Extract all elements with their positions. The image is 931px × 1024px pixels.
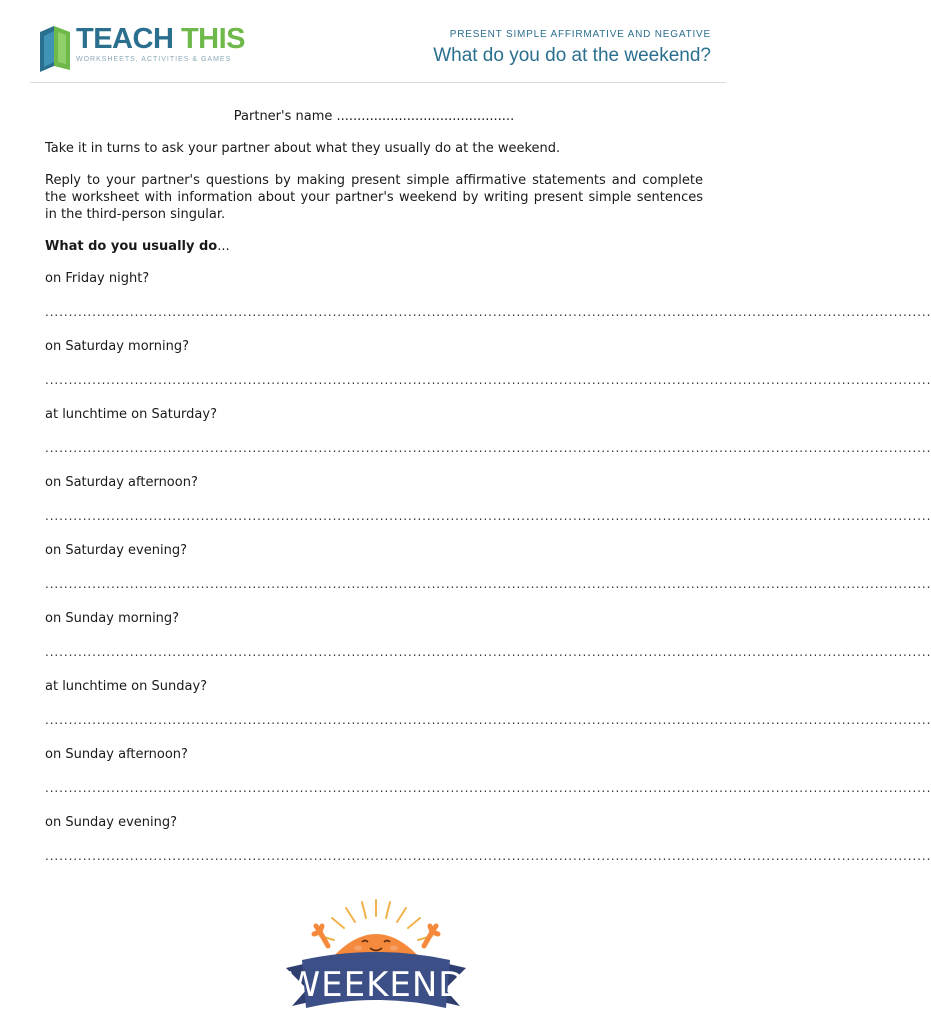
answer-line[interactable]: ............................................................................................................................................................................................: [45, 305, 931, 319]
question-text: on Saturday afternoon?: [45, 475, 198, 490]
worksheet-subtitle: PRESENT SIMPLE AFFIRMATIVE AND NEGATIVE: [449, 29, 711, 40]
answer-line[interactable]: ............................................................................................................................................................................................: [45, 713, 931, 727]
question-text: on Sunday evening?: [45, 815, 178, 830]
answer-line[interactable]: ............................................................................................................................................................................................: [45, 849, 931, 863]
question-text: at lunchtime on Saturday?: [45, 407, 217, 422]
answer-line[interactable]: ............................................................................................................................................................................................: [45, 509, 931, 523]
question-item: [45, 338, 931, 389]
answer-line[interactable]: ............................................................................................................................................................................................: [45, 577, 931, 591]
question-text: on Friday night?: [45, 271, 150, 286]
page-header: [0, 0, 768, 84]
question-item: [45, 746, 931, 797]
question-text: on Sunday morning?: [45, 611, 180, 626]
worksheet-title: What do you do at the weekend?: [433, 45, 711, 66]
question-item: [45, 270, 931, 321]
logo-tagline: WORKSHEETS, ACTIVITIES & GAMES: [76, 56, 232, 63]
answer-line[interactable]: ............................................................................................................................................................................................: [45, 781, 931, 795]
header-divider: [30, 82, 726, 83]
question-text: on Sunday afternoon?: [45, 747, 188, 762]
weekend-banner-text: WEEKEND: [286, 965, 466, 1005]
question-text: on Saturday evening?: [45, 543, 187, 558]
question-text: on Saturday morning?: [45, 339, 190, 354]
worksheet-body: [45, 108, 931, 882]
instruction-2: Reply to your partner's questions by making present simple affirmative statements and complete the worksheet with information about your partner's weekend by writing present simple sentences in the third-person singular.: [45, 173, 703, 222]
question-item: [45, 678, 931, 729]
teachthis-logo: [36, 24, 245, 72]
book-logo-icon: [36, 24, 72, 72]
question-heading: What do you usually do...: [45, 239, 230, 254]
instruction-1: Take it in turns to ask your partner about what they usually do at the weekend.: [45, 141, 561, 156]
question-item: [45, 610, 931, 661]
question-item: [45, 542, 931, 593]
question-item: [45, 474, 931, 525]
question-item: [45, 814, 931, 865]
answer-line[interactable]: ............................................................................................................................................................................................: [45, 373, 931, 387]
partner-name-blank[interactable]: ...........................................: [336, 109, 515, 124]
logo-word-teach: TEACH: [76, 23, 174, 55]
logo-word-this: THIS: [180, 23, 246, 55]
question-item: [45, 406, 931, 457]
partner-name-label: Partner's name: [233, 109, 333, 124]
weekend-ribbon: [286, 952, 466, 1008]
answer-line[interactable]: ............................................................................................................................................................................................: [45, 645, 931, 659]
question-text: at lunchtime on Sunday?: [45, 679, 208, 694]
weekend-sun-illustration: [284, 896, 468, 1020]
answer-line[interactable]: ............................................................................................................................................................................................: [45, 441, 931, 455]
partner-name-line[interactable]: [45, 108, 703, 125]
